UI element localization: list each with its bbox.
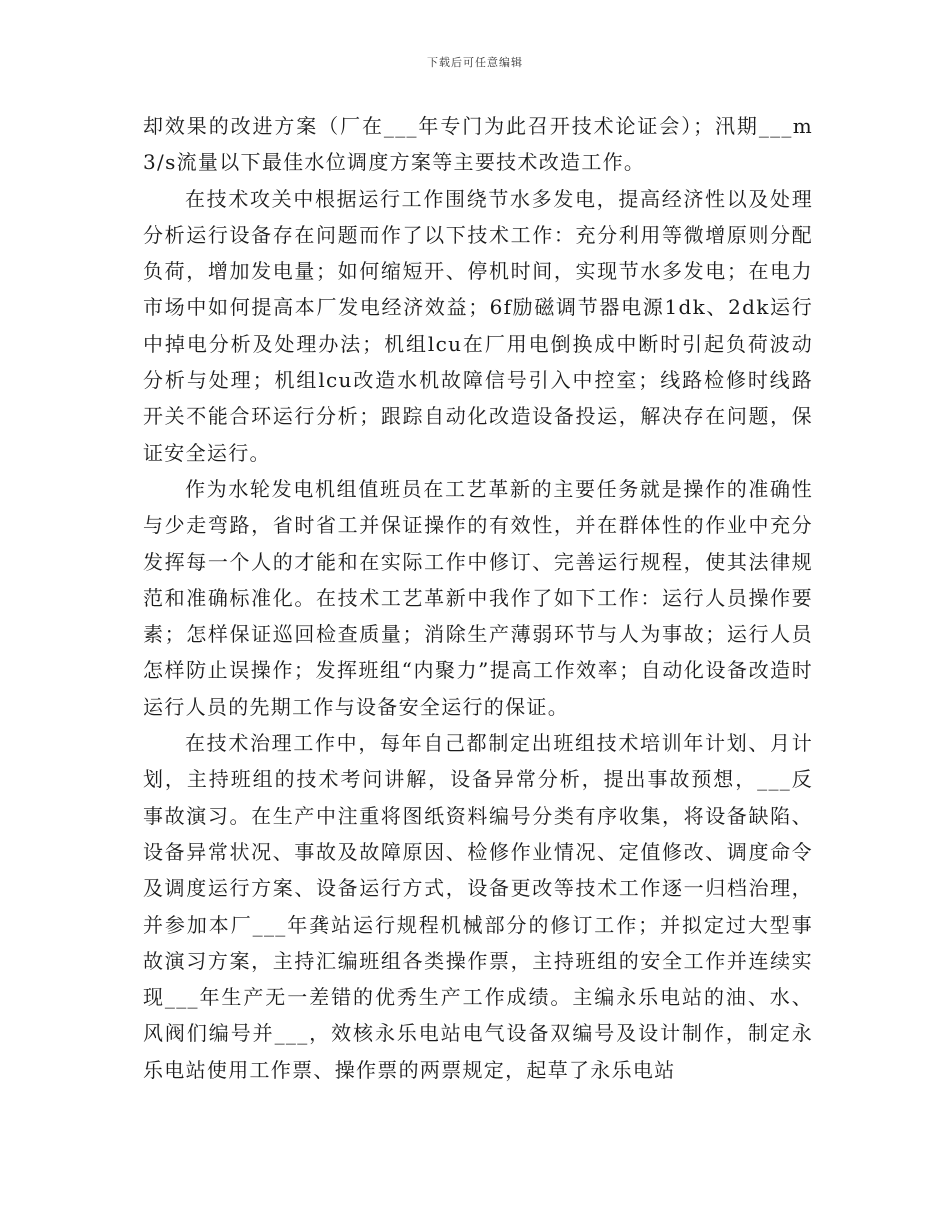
paragraph-2: 在技术攻关中根据运行工作围绕节水多发电，提高经济性以及处理分析运行设备存在问题而作了以下技术工作：充分利用等微增原则分配负荷，增加发电量；如何缩短开、停机时间，实现节水多发电；在电力市场中如何提高本厂发电经济效益；6f励磁调节器电源1dk、2dk运行中掉电分析及处理办法；机组lcu在厂用电倒换成中断时引起负荷波动分析与处理；机组lcu改造水机故障信号引入中控室；线路检修时线路开关不能合环运行分析；跟踪自动化改造设备投运，解决存在问题，保证安全运行。 xyxy=(143,186,813,465)
page-header-note: 下载后可任意编辑 xyxy=(427,56,523,69)
document-body xyxy=(143,108,813,1088)
paragraph-3: 作为水轮发电机组值班员在工艺革新的主要任务就是操作的准确性与少走弯路，省时省工并保证操作的有效性，并在群体性的作业中充分发挥每一个人的才能和在实际工作中修订、完善运行规程，使其法律规范和准确标准化。在技术工艺革新中我作了如下工作：运行人员操作要素；怎样保证巡回检查质量；消除生产薄弱环节与人为事故；运行人员怎样防止误操作；发挥班组“内聚力”提高工作效率；自动化设备改造时运行人员的先期工作与设备安全运行的保证。 xyxy=(143,476,813,719)
paragraph-1: 却效果的改进方案（厂在___年专门为此召开技术论证会）；汛期___m3/s流量以下最佳水位调度方案等主要技术改造工作。 xyxy=(143,114,813,175)
paragraph-4: 在技术治理工作中，每年自己都制定出班组技术培训年计划、月计划，主持班组的技术考问讲解，设备异常分析，提出事故预想，___反事故演习。在生产中注重将图纸资料编号分类有序收集，将设备缺陷、设备异常状况、事故及故障原因、检修作业情况、定值修改、调度命令及调度运行方案、设备运行方式，设备更改等技术工作逐一归档治理，并参加本厂___年龚站运行规程机械部分的修订工作；并拟定过大型事故演习方案，主持汇编班组各类操作票，主持班组的安全工作并连续实现___年生产无一差错的优秀生产工作成绩。主编永乐电站的油、水、风阀们编号并___，效核永乐电站电气设备双编号及设计制作，制定永乐电站使用工作票、操作票的两票规定，起草了永乐电站 xyxy=(143,731,813,1082)
